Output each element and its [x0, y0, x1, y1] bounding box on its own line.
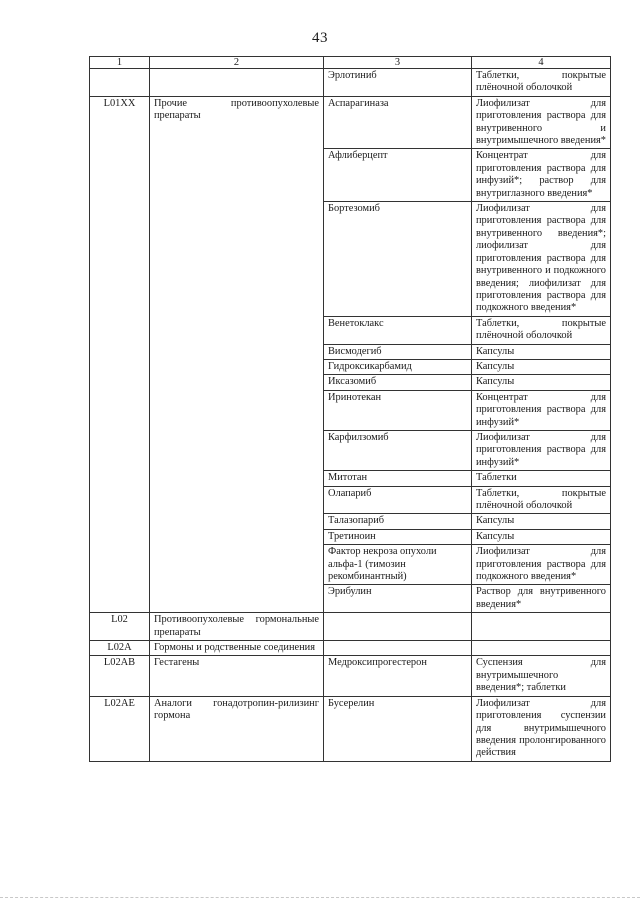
drug-name-cell: Висмодегиб — [324, 344, 472, 359]
group-name-cell: Гестагены — [150, 656, 324, 696]
drug-name-cell: Афлиберцепт — [324, 149, 472, 202]
drug-name-cell — [324, 613, 472, 641]
table-row — [90, 96, 611, 149]
scan-edge-line — [0, 897, 640, 899]
dosage-form-cell: Таблетки, покрытые плёночной оболочкой — [472, 69, 611, 97]
drug-name-cell: Митотан — [324, 471, 472, 486]
group-name-cell: Аналоги гонадотропин-рилизинг гормона — [150, 696, 324, 761]
drug-name-cell: Олапариб — [324, 486, 472, 514]
dosage-form-cell: Капсулы — [472, 514, 611, 529]
header-col-1: 1 — [90, 57, 150, 69]
drug-name-cell: Эрибулин — [324, 585, 472, 613]
dosage-form-cell: Суспензия для внутримышечного введения*; таблетки — [472, 656, 611, 696]
table-row — [90, 656, 611, 696]
group-name-cell: Прочие противоопухолевые препараты — [150, 96, 324, 612]
drug-name-cell: Бусерелин — [324, 696, 472, 761]
drug-name-cell: Иринотекан — [324, 390, 472, 430]
code-cell — [90, 69, 150, 97]
table-header-row — [90, 57, 611, 69]
header-col-4: 4 — [472, 57, 611, 69]
medication-table — [89, 56, 611, 762]
dosage-form-cell: Лиофилизат для приготовления раствора для внутривенного и внутримышечного введения* — [472, 96, 611, 149]
drug-name-cell: Талазопариб — [324, 514, 472, 529]
code-cell: L02A — [90, 641, 150, 656]
drug-name-cell: Медроксипрогестерон — [324, 656, 472, 696]
table-row — [90, 696, 611, 761]
drug-name-cell: Иксазомиб — [324, 375, 472, 390]
drug-name-cell: Третиноин — [324, 529, 472, 544]
dosage-form-cell: Капсулы — [472, 344, 611, 359]
drug-name-cell: Бортезомиб — [324, 202, 472, 317]
header-col-2: 2 — [150, 57, 324, 69]
dosage-form-cell: Лиофилизат для приготовления раствора для подкожного введения* — [472, 545, 611, 585]
dosage-form-cell: Лиофилизат для приготовления раствора для инфузий* — [472, 430, 611, 470]
code-cell: L02 — [90, 613, 150, 641]
dosage-form-cell: Концентрат для приготовления раствора для инфузий* — [472, 390, 611, 430]
group-name-cell: Противоопухолевые гормональные препараты — [150, 613, 324, 641]
drug-name-cell: Аспарагиназа — [324, 96, 472, 149]
drug-name-cell — [324, 641, 472, 656]
dosage-form-cell: Раствор для внутривенного введения* — [472, 585, 611, 613]
dosage-form-cell — [472, 613, 611, 641]
table-row — [90, 69, 611, 97]
dosage-form-cell: Таблетки — [472, 471, 611, 486]
dosage-form-cell: Концентрат для приготовления раствора для инфузий*; раствор для внутриглазного введения* — [472, 149, 611, 202]
drug-name-cell: Фактор некроза опухоли альфа-1 (тимозин рекомбинантный) — [324, 545, 472, 585]
header-col-3: 3 — [324, 57, 472, 69]
dosage-form-cell: Капсулы — [472, 375, 611, 390]
group-name-cell — [150, 69, 324, 97]
page-number: 43 — [312, 30, 328, 46]
dosage-form-cell — [472, 641, 611, 656]
dosage-form-cell: Капсулы — [472, 359, 611, 374]
drug-name-cell: Гидроксикарбамид — [324, 359, 472, 374]
dosage-form-cell: Таблетки, покрытые плёночной оболочкой — [472, 486, 611, 514]
drug-name-cell: Карфилзомиб — [324, 430, 472, 470]
dosage-form-cell: Лиофилизат для приготовления суспензии для внутримышечного введения пролонгированного действия — [472, 696, 611, 761]
dosage-form-cell: Таблетки, покрытые плёночной оболочкой — [472, 316, 611, 344]
dosage-form-cell: Лиофилизат для приготовления раствора для внутривенного введения*; лиофилизат для приготовления раствора для внутривенного и подкожного введения; лиофилизат для приготовления раствора для подкожного введения* — [472, 202, 611, 317]
code-cell: L01XX — [90, 96, 150, 612]
drug-name-cell: Венетоклакс — [324, 316, 472, 344]
code-cell: L02AB — [90, 656, 150, 696]
table-row — [90, 641, 611, 656]
group-name-cell: Гормоны и родственные соединения — [150, 641, 324, 656]
drug-name-cell: Эрлотиниб — [324, 69, 472, 97]
code-cell: L02AE — [90, 696, 150, 761]
dosage-form-cell: Капсулы — [472, 529, 611, 544]
table-row — [90, 613, 611, 641]
